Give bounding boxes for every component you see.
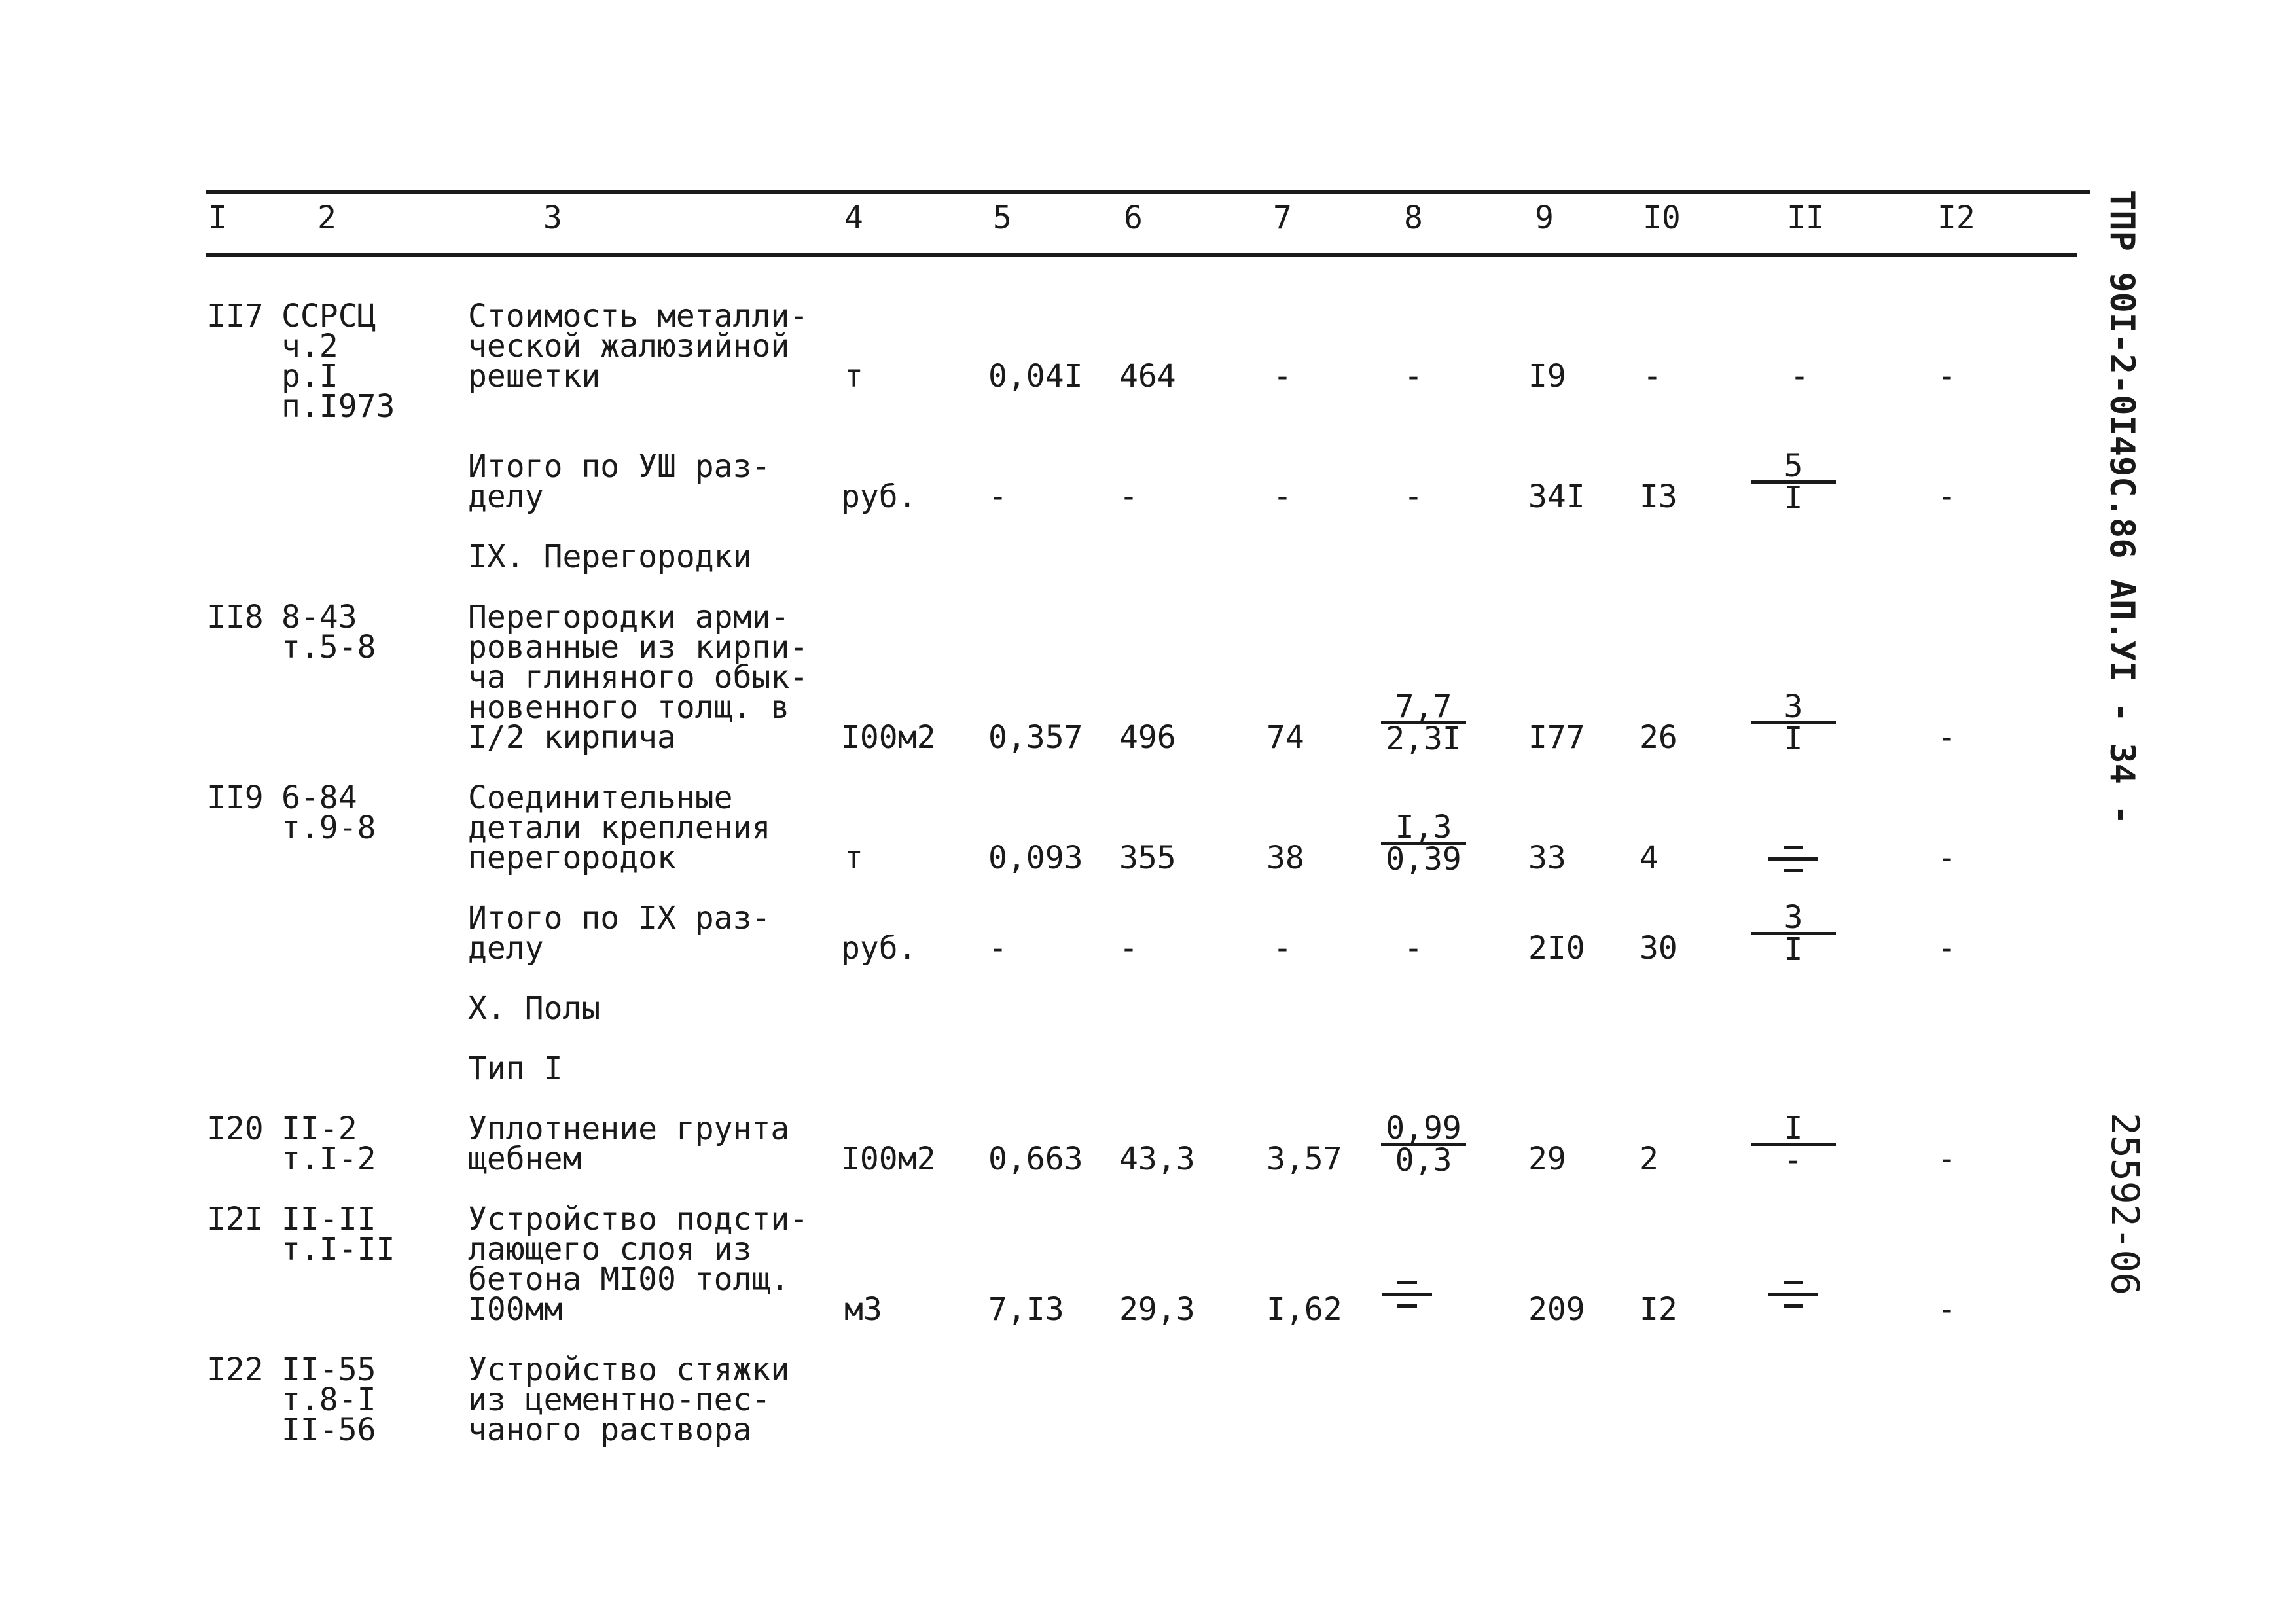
section-9-title: IX. Перегородки: [468, 539, 752, 575]
row-122-desc: Устройство стяжки из цементно-пес- чаного раствора: [468, 1351, 790, 1448]
total-9-c7: -: [1273, 930, 1292, 967]
header-bottom-rule: [206, 253, 2077, 257]
row-120-c11-numerator: I: [1751, 1114, 1836, 1146]
row-117-c10: -: [1643, 358, 1662, 395]
row-120-desc: Уплотнение грунта щебнем: [468, 1111, 790, 1177]
row-118-num: II8: [207, 599, 264, 635]
total-8-c11-numerator: 5: [1751, 452, 1836, 484]
total-9-c5: -: [988, 930, 1007, 967]
total-8-c10: I3: [1640, 478, 1677, 515]
row-117-unit: т: [844, 358, 863, 395]
row-119-num: II9: [207, 779, 264, 816]
total-8-c11-fraction: [1751, 448, 1836, 516]
row-117-c12: -: [1937, 358, 1956, 395]
side-doc-code: ТПР 90I-2-0I49C.86 АП.УI - 34 -: [2102, 190, 2142, 825]
row-119-c8-numerator: I,3: [1381, 813, 1466, 845]
row-119-c7: 38: [1266, 840, 1304, 876]
row-118-c8-numerator: 7,7: [1381, 692, 1466, 724]
row-120-c8-denominator: 0,3: [1395, 1142, 1452, 1179]
fraction-bar: [1768, 857, 1818, 861]
total-8-c11-denominator: I: [1784, 480, 1803, 516]
col-header-5: 5: [993, 200, 1012, 236]
row-118-c5: 0,357: [988, 719, 1083, 756]
total-8-c6: -: [1119, 478, 1138, 515]
header-top-rule: [206, 190, 2090, 194]
row-118-c7: 74: [1266, 719, 1304, 756]
total-8-desc: Итого по УШ раз- делу: [468, 448, 771, 515]
row-120-c12: -: [1937, 1141, 1956, 1177]
row-118-c6: 496: [1119, 719, 1176, 756]
row-117-desc: Стоимость металли- ческой жалюзийной решетки: [468, 298, 809, 395]
blank-fraction-top-dash: [1784, 1281, 1803, 1284]
row-117-c9: I9: [1528, 358, 1566, 395]
row-120-c11-denominator: -: [1784, 1142, 1803, 1179]
row-118-desc: Перегородки арми- рованные из кирпи- ча глиняного обык- новенного толщ. в I/2 кирпича: [468, 599, 809, 756]
row-119-unit: т: [844, 840, 863, 876]
total-8-c9: 34I: [1528, 478, 1585, 515]
col-header-1: I: [208, 200, 227, 236]
row-118-c11-fraction: [1751, 688, 1836, 757]
col-header-3: 3: [543, 200, 562, 236]
col-header-12: I2: [1937, 200, 1975, 236]
side-serial-number: 25592-06: [2103, 1113, 2147, 1296]
total-9-c9: 2I0: [1528, 930, 1585, 967]
blank-fraction-bottom-dash: [1784, 1304, 1803, 1308]
col-header-10: I0: [1643, 200, 1681, 236]
row-117-c5: 0,04I: [988, 358, 1083, 395]
row-121-code: II-II т.I-II: [281, 1201, 395, 1268]
row-121-desc: Устройство подсти- лающего слоя из бетона MI00 толщ. I00мм: [468, 1201, 809, 1328]
row-118-c9: I77: [1528, 719, 1585, 756]
total-8-unit: руб.: [841, 478, 917, 515]
blank-fraction-bottom-dash: [1784, 869, 1803, 872]
col-header-6: 6: [1124, 200, 1143, 236]
col-header-11: II: [1787, 200, 1825, 236]
col-header-4: 4: [844, 200, 863, 236]
row-119-code: 6-84 т.9-8: [281, 779, 376, 846]
row-117-c6: 464: [1119, 358, 1176, 395]
row-121-c12: -: [1937, 1291, 1956, 1328]
row-119-c8-fraction: [1381, 809, 1466, 878]
row-118-code: 8-43 т.5-8: [281, 599, 376, 666]
row-120-c11-fraction: [1751, 1110, 1836, 1179]
total-9-c11-denominator: I: [1784, 931, 1803, 968]
total-8-c7: -: [1273, 478, 1292, 515]
row-121-c9: 209: [1528, 1291, 1585, 1328]
total-9-c11-numerator: 3: [1751, 903, 1836, 935]
row-117-c8: -: [1404, 358, 1423, 395]
row-120-num: I20: [207, 1111, 264, 1147]
row-118-c10: 26: [1640, 719, 1677, 756]
row-117-c11: -: [1790, 358, 1809, 395]
total-9-desc: Итого по IX раз- делу: [468, 900, 771, 967]
blank-fraction-bottom-dash: [1397, 1304, 1417, 1308]
row-122-code: II-55 т.8-I II-56: [281, 1351, 376, 1448]
row-119-c8-denominator: 0,39: [1386, 841, 1462, 878]
row-119-c5: 0,093: [988, 840, 1083, 876]
row-118-c8-denominator: 2,3I: [1386, 721, 1462, 757]
row-121-c6: 29,3: [1119, 1291, 1195, 1328]
col-header-8: 8: [1404, 200, 1423, 236]
row-118-c11-numerator: 3: [1751, 692, 1836, 724]
section-10-title: X. Полы: [468, 990, 601, 1027]
total-9-unit: руб.: [841, 930, 917, 967]
fraction-bar: [1382, 1293, 1432, 1296]
row-119-c6: 355: [1119, 840, 1176, 876]
row-119-c9: 33: [1528, 840, 1566, 876]
row-120-c10: 2: [1640, 1141, 1659, 1177]
row-118-unit: I00м2: [841, 719, 936, 756]
row-120-unit: I00м2: [841, 1141, 936, 1177]
blank-fraction-top-dash: [1784, 846, 1803, 849]
total-9-c12: -: [1937, 930, 1956, 967]
total-9-c6: -: [1119, 930, 1138, 967]
total-8-c12: -: [1937, 478, 1956, 515]
row-120-code: II-2 т.I-2: [281, 1111, 376, 1177]
col-header-2: 2: [317, 200, 336, 236]
row-118-c12: -: [1937, 719, 1956, 756]
total-9-c11-fraction: [1751, 899, 1836, 968]
row-118-c8-fraction: [1381, 688, 1466, 757]
row-120-c6: 43,3: [1119, 1141, 1195, 1177]
row-120-c7: 3,57: [1266, 1141, 1342, 1177]
row-121-c7: I,62: [1266, 1291, 1342, 1328]
blank-fraction-top-dash: [1397, 1281, 1417, 1284]
row-120-c8-fraction: [1381, 1110, 1466, 1179]
type-1-title: Тип I: [468, 1050, 563, 1087]
row-121-c5: 7,I3: [988, 1291, 1064, 1328]
row-119-c12: -: [1937, 840, 1956, 876]
total-8-c8: -: [1404, 478, 1423, 515]
col-header-7: 7: [1273, 200, 1292, 236]
fraction-bar: [1768, 1293, 1818, 1296]
row-119-desc: Соединительные детали крепления перегородок: [468, 779, 771, 876]
row-120-c8-numerator: 0,99: [1381, 1114, 1466, 1146]
row-121-num: I2I: [207, 1201, 264, 1238]
row-120-c9: 29: [1528, 1141, 1566, 1177]
total-9-c8: -: [1404, 930, 1423, 967]
row-120-c5: 0,663: [988, 1141, 1083, 1177]
row-121-c10: I2: [1640, 1291, 1677, 1328]
row-117-num: II7: [207, 298, 264, 334]
row-121-unit: м3: [844, 1291, 882, 1328]
row-117-code: ССРСЦ ч.2 р.I п.I973: [281, 298, 395, 425]
row-118-c11-denominator: I: [1784, 721, 1803, 757]
row-119-c10: 4: [1640, 840, 1659, 876]
col-header-9: 9: [1535, 200, 1554, 236]
row-117-c7: -: [1273, 358, 1292, 395]
total-9-c10: 30: [1640, 930, 1677, 967]
row-122-num: I22: [207, 1351, 264, 1388]
total-8-c5: -: [988, 478, 1007, 515]
